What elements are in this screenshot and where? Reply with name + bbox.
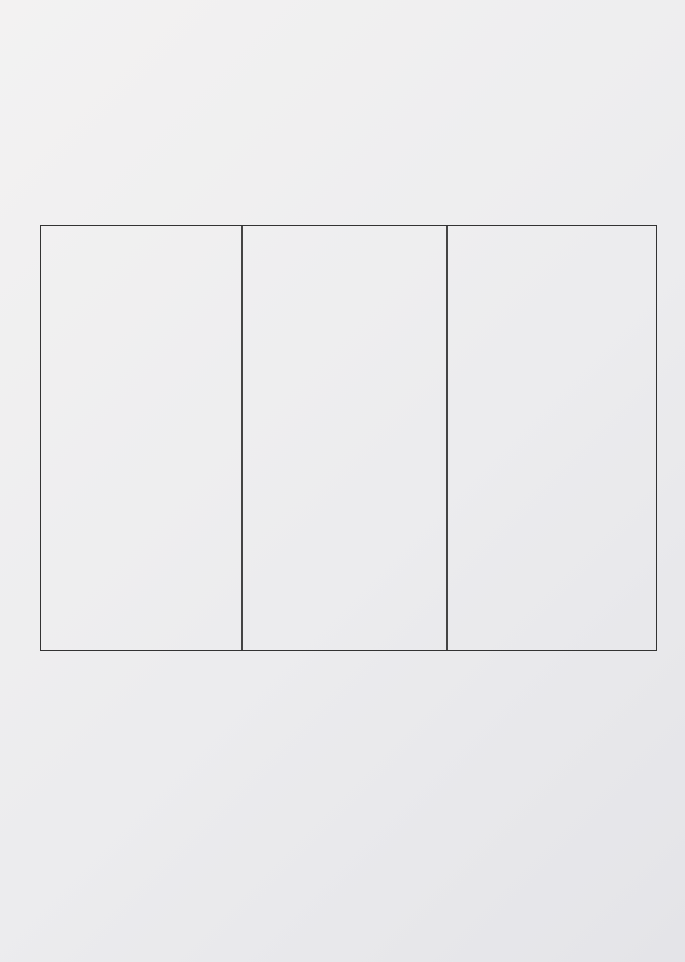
header-type bbox=[41, 226, 241, 285]
header-price bbox=[446, 226, 656, 285]
column-divider bbox=[446, 226, 448, 650]
price-table bbox=[40, 225, 657, 651]
header-area bbox=[241, 226, 446, 285]
column-divider bbox=[241, 226, 243, 650]
